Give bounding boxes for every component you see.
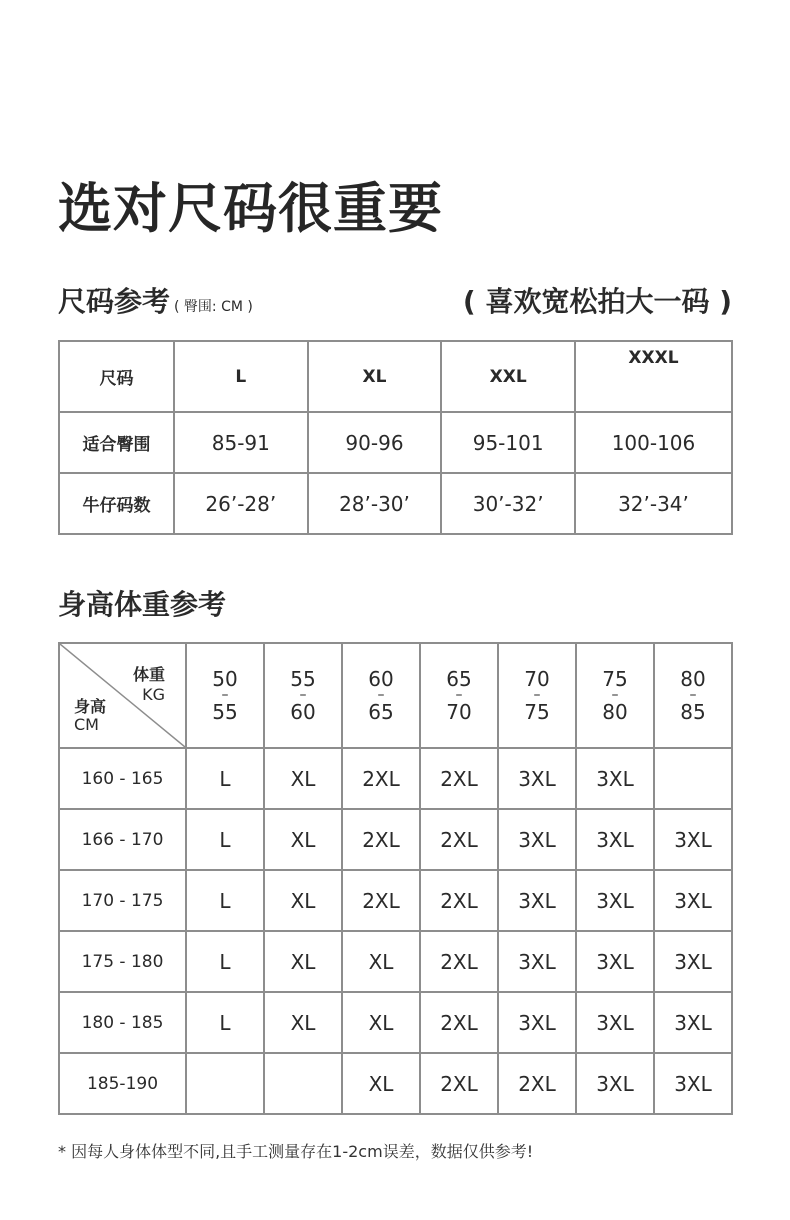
weight-dash: –: [455, 687, 463, 704]
size-cell: 3XL: [654, 1053, 732, 1114]
jeans-cell: 28’-30’: [308, 473, 442, 534]
size-cell: 3XL: [576, 748, 654, 809]
size-cell: 2XL: [342, 809, 420, 870]
weight-range-cell: [576, 643, 654, 748]
height-range-cell: 185-190: [59, 1053, 186, 1114]
size-cell: 3XL: [576, 870, 654, 931]
weight-from: 60: [368, 667, 394, 692]
size-reference-table: [58, 340, 733, 535]
size-cell: 3XL: [654, 809, 732, 870]
weight-to: 60: [290, 699, 316, 724]
size-cell: 2XL: [420, 809, 498, 870]
size-cell: 2XL: [420, 870, 498, 931]
weight-range-cell: [420, 643, 498, 748]
weight-axis-label: [133, 666, 165, 703]
weight-range-cell: [342, 643, 420, 748]
size-cell: L: [186, 992, 264, 1053]
hip-row-label: 适合臀围: [59, 412, 174, 473]
weight-range-cell: [498, 643, 576, 748]
corner-cell: [59, 643, 186, 748]
height-axis-label: [74, 698, 106, 733]
height-row: [59, 870, 732, 931]
weight-from: 65: [446, 667, 472, 692]
weight-from: 70: [524, 667, 550, 692]
size-cell: 3XL: [498, 748, 576, 809]
weight-dash: –: [377, 687, 385, 704]
weight-to: 70: [446, 699, 472, 724]
weight-to: 80: [602, 699, 628, 724]
weight-range-cell: [186, 643, 264, 748]
weight-header-row: [59, 643, 732, 748]
height-row: [59, 992, 732, 1053]
weight-to: 85: [680, 699, 706, 724]
size-cell: 3XL: [576, 809, 654, 870]
size-up-note: ( 喜欢宽松拍大一码 ): [462, 285, 732, 318]
hip-cell: 100-106: [575, 412, 732, 473]
height-range-cell: 166 - 170: [59, 809, 186, 870]
page-title: 选对尺码很重要: [58, 177, 443, 240]
size-cell: 3XL: [498, 870, 576, 931]
size-cell: 3XL: [576, 992, 654, 1053]
weight-dash: –: [611, 687, 619, 704]
size-header-cell: XL: [308, 341, 442, 412]
size-cell: XL: [264, 809, 342, 870]
size-header-row: [59, 341, 732, 412]
size-cell: L: [186, 748, 264, 809]
size-cell: XL: [342, 992, 420, 1053]
weight-dash: –: [533, 687, 541, 704]
height-range-cell: 170 - 175: [59, 870, 186, 931]
hip-cell: 85-91: [174, 412, 308, 473]
jeans-row: [59, 473, 732, 534]
body-reference-table: [58, 642, 733, 1115]
size-header-cell: L: [174, 341, 308, 412]
size-reference-heading: [58, 285, 253, 318]
height-row: [59, 1053, 732, 1114]
size-header-label: 尺码: [59, 341, 174, 412]
height-row: [59, 748, 732, 809]
size-header-cell: XXXL: [575, 341, 732, 412]
size-cell: XL: [342, 931, 420, 992]
size-cell: L: [186, 809, 264, 870]
size-cell: 3XL: [498, 809, 576, 870]
height-range-cell: 175 - 180: [59, 931, 186, 992]
size-cell: [186, 1053, 264, 1114]
jeans-cell: 32’-34’: [575, 473, 732, 534]
size-cell: 3XL: [576, 931, 654, 992]
size-cell: XL: [264, 931, 342, 992]
weight-unit: KG: [142, 684, 165, 704]
size-cell: L: [186, 931, 264, 992]
jeans-row-label: 牛仔码数: [59, 473, 174, 534]
height-range-cell: 180 - 185: [59, 992, 186, 1053]
size-cell: 3XL: [576, 1053, 654, 1114]
height-unit: CM: [74, 714, 99, 734]
weight-from: 50: [212, 667, 238, 692]
weight-range-cell: [654, 643, 732, 748]
weight-from: 75: [602, 667, 628, 692]
size-cell: 2XL: [498, 1053, 576, 1114]
size-cell: [264, 1053, 342, 1114]
hip-row: [59, 412, 732, 473]
jeans-cell: 26’-28’: [174, 473, 308, 534]
size-cell: 2XL: [342, 748, 420, 809]
hip-cell: 90-96: [308, 412, 442, 473]
size-cell: 2XL: [420, 992, 498, 1053]
size-cell: L: [186, 870, 264, 931]
weight-label: 体重: [132, 665, 165, 684]
size-cell: [654, 748, 732, 809]
size-cell: 3XL: [654, 931, 732, 992]
height-label: 身高: [74, 697, 107, 716]
hip-cell: 95-101: [441, 412, 575, 473]
size-cell: XL: [264, 748, 342, 809]
weight-from: 55: [290, 667, 316, 692]
size-cell: 2XL: [420, 931, 498, 992]
size-header-cell: XXL: [441, 341, 575, 412]
size-cell: XL: [264, 870, 342, 931]
size-cell: XL: [264, 992, 342, 1053]
height-range-cell: 160 - 165: [59, 748, 186, 809]
weight-dash: –: [689, 687, 697, 704]
weight-to: 55: [212, 699, 238, 724]
size-reference-unit: ( 臀围: CM ): [174, 299, 253, 315]
height-row: [59, 931, 732, 992]
jeans-cell: 30’-32’: [441, 473, 575, 534]
size-cell: 3XL: [498, 931, 576, 992]
footnote: * 因每人身体体型不同,且手工测量存在1-2cm误差，数据仅供参考!: [58, 1142, 534, 1161]
size-cell: 2XL: [420, 1053, 498, 1114]
weight-dash: –: [221, 687, 229, 704]
size-cell: 3XL: [654, 870, 732, 931]
weight-to: 65: [368, 699, 394, 724]
size-reference-title: 尺码参考: [58, 285, 171, 318]
size-cell: 3XL: [498, 992, 576, 1053]
weight-dash: –: [299, 687, 307, 704]
size-cell: 3XL: [654, 992, 732, 1053]
size-cell: XL: [342, 1053, 420, 1114]
weight-from: 80: [680, 667, 706, 692]
size-cell: 2XL: [420, 748, 498, 809]
weight-range-cell: [264, 643, 342, 748]
size-cell: 2XL: [342, 870, 420, 931]
body-reference-heading: 身高体重参考: [58, 588, 227, 621]
height-row: [59, 809, 732, 870]
weight-to: 75: [524, 699, 550, 724]
